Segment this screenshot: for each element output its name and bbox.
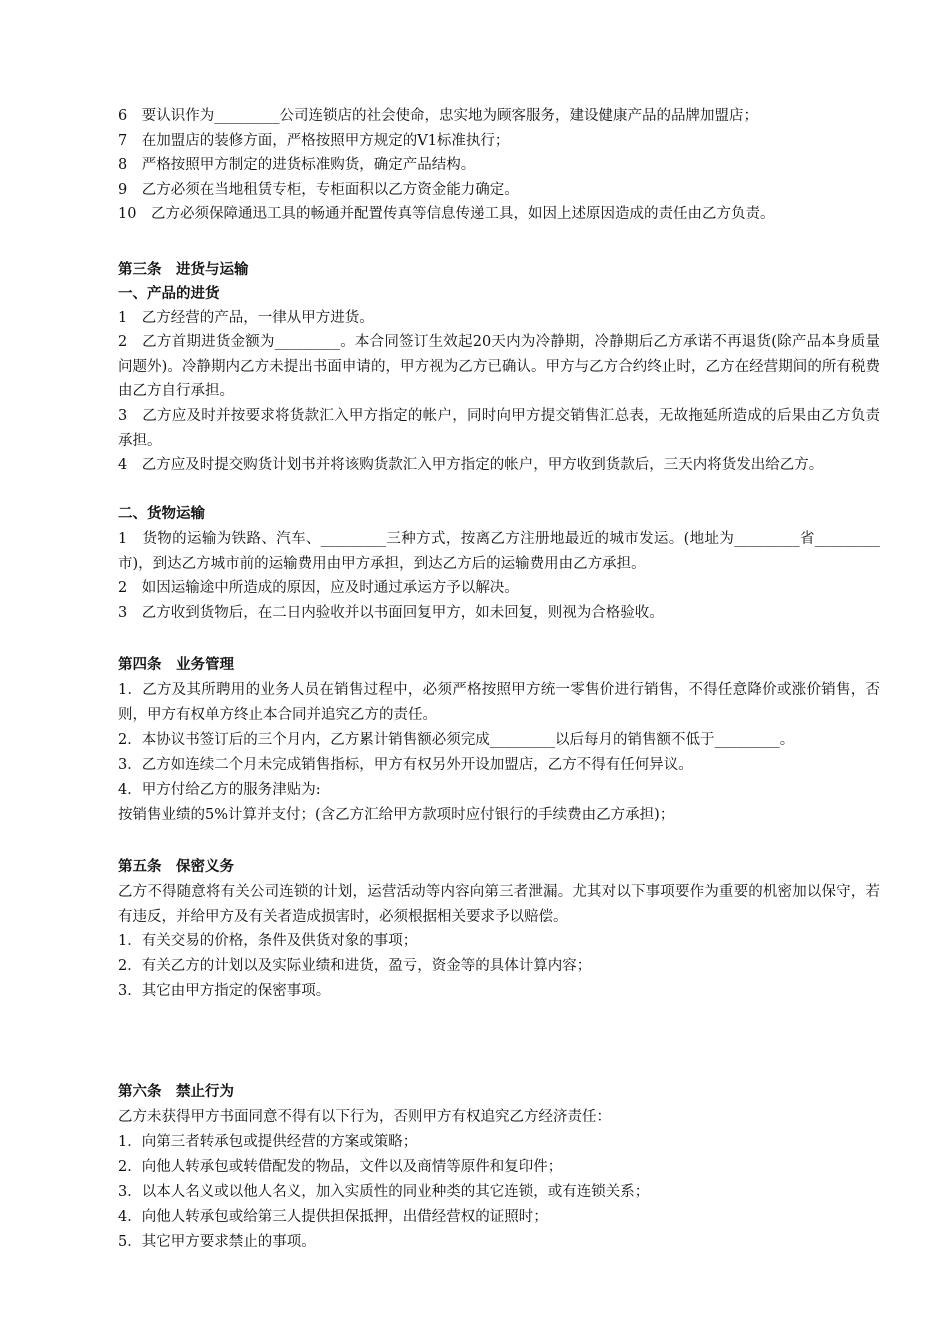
section-4-title: 第四条 业务管理 [118, 657, 234, 673]
section-3-sub2: 二、货物运输 [118, 506, 205, 522]
paragraph: 按销售业绩的5%计算并支付；(含乙方汇给甲方款项时应付银行的手续费由乙方承担)； [118, 807, 675, 823]
paragraph: 4 乙方应及时提交购货计划书并将该购货款汇入甲方指定的帐户，甲方收到货款后，三天内将货发出给乙方。 [118, 457, 824, 473]
paragraph: 3．乙方如连续二个月未完成销售指标，甲方有权另外开设加盟店，乙方不得有任何异议。 [118, 757, 693, 773]
list-item: 3．其它由甲方指定的保密事项。 [118, 983, 331, 999]
paragraph: 3 乙方应及时并按要求将货款汇入甲方指定的帐户，同时向甲方提交销售汇总表，无故拖延所造成的后果由乙方负责承担。 [118, 408, 880, 449]
paragraph: 2．本协议书签订后的三个月内，乙方累计销售额必须完成_________以后每月的销售额不低于_________。 [118, 732, 795, 748]
paragraph: 4．甲方付给乙方的服务津贴为: [118, 782, 321, 798]
section-2-items [118, 104, 878, 227]
paragraph: 1．乙方及其所聘用的业务人员在销售过程中，必须严格按照甲方统一零售价进行销售，不得任意降价或涨价销售，否则，甲方有权单方终止本合同并追究乙方的责任。 [118, 682, 880, 723]
list-item: 1．有关交易的价格，条件及供货对象的事项； [118, 933, 418, 949]
paragraph: 2 如因运输途中所造成的原因，应及时通过承运方予以解决。 [118, 580, 519, 596]
section-6-title: 第六条 禁止行为 [118, 1084, 234, 1100]
list-item: 5．其它甲方要求禁止的事项。 [118, 1234, 316, 1250]
paragraph: 乙方不得随意将有关公司连锁的计划，运营活动等内容向第三者泄漏。尤其对以下事项要作为重要的机密加以保守，若有违反，并给甲方及有关者造成损害时，必须根据相关要求予以赔偿。 [118, 884, 880, 925]
section-3-title: 第三条 进货与运输 [118, 262, 249, 278]
section-3-sub1: 一、产品的进货 [118, 286, 220, 302]
paragraph: 3 乙方收到货物后，在二日内验收并以书面回复甲方，如未回复，则视为合格验收。 [118, 605, 664, 621]
list-item: 8 严格按照甲方制定的进货标准购货，确定产品结构。 [118, 157, 476, 173]
paragraph: 2 乙方首期进货金额为_________。本合同签订生效起20天内为冷静期，冷静期后乙方承诺不再退货(除产品本身质量问题外)。冷静期内乙方未提出书面申请的，甲方视为乙方已确认。甲方与乙方合约终止时，乙方在经营期间的所有税费由乙方自行承担。 [118, 334, 880, 399]
section-5-title: 第五条 保密义务 [118, 859, 234, 875]
paragraph: 1 货物的运输为铁路、汽车、_________三种方式，按离乙方注册地最近的城市发运。(地址为_________省_________市)，到达乙方城市前的运输费用由甲方承担，到达乙方后的运输费用由乙方承担。 [118, 531, 880, 572]
paragraph: 乙方未获得甲方书面同意不得有以下行为，否则甲方有权追究乙方经济责任： [118, 1109, 611, 1125]
paragraph: 1 乙方经营的产品，一律从甲方进货。 [118, 310, 374, 326]
list-item: 7 在加盟店的装修方面，严格按照甲方规定的V1标准执行； [118, 132, 510, 149]
list-item: 6 要认识作为_________公司连锁店的社会使命，忠实地为顾客服务，建设健康产品的品牌加盟店； [118, 108, 758, 124]
list-item: 10 乙方必须保障通迅工具的畅通并配置传真等信息传递工具，如因上述原因造成的责任由乙方负责。 [118, 206, 775, 222]
list-item: 3．以本人名义或以他人名义，加入实质性的同业种类的其它连锁，或有连锁关系； [118, 1184, 650, 1200]
list-item: 1．向第三者转承包或提供经营的方案或策略； [118, 1134, 418, 1150]
list-item: 2．向他人转承包或转借配发的物品，文件以及商情等原件和复印件； [118, 1159, 563, 1175]
list-item: 4．向他人转承包或给第三人提供担保抵押，出借经营权的证照时； [118, 1209, 548, 1225]
list-item: 2．有关乙方的计划以及实际业绩和进货，盈亏，资金等的具体计算内容； [118, 958, 592, 974]
list-item: 9 乙方必须在当地租赁专柜，专柜面积以乙方资金能力确定。 [118, 181, 519, 198]
